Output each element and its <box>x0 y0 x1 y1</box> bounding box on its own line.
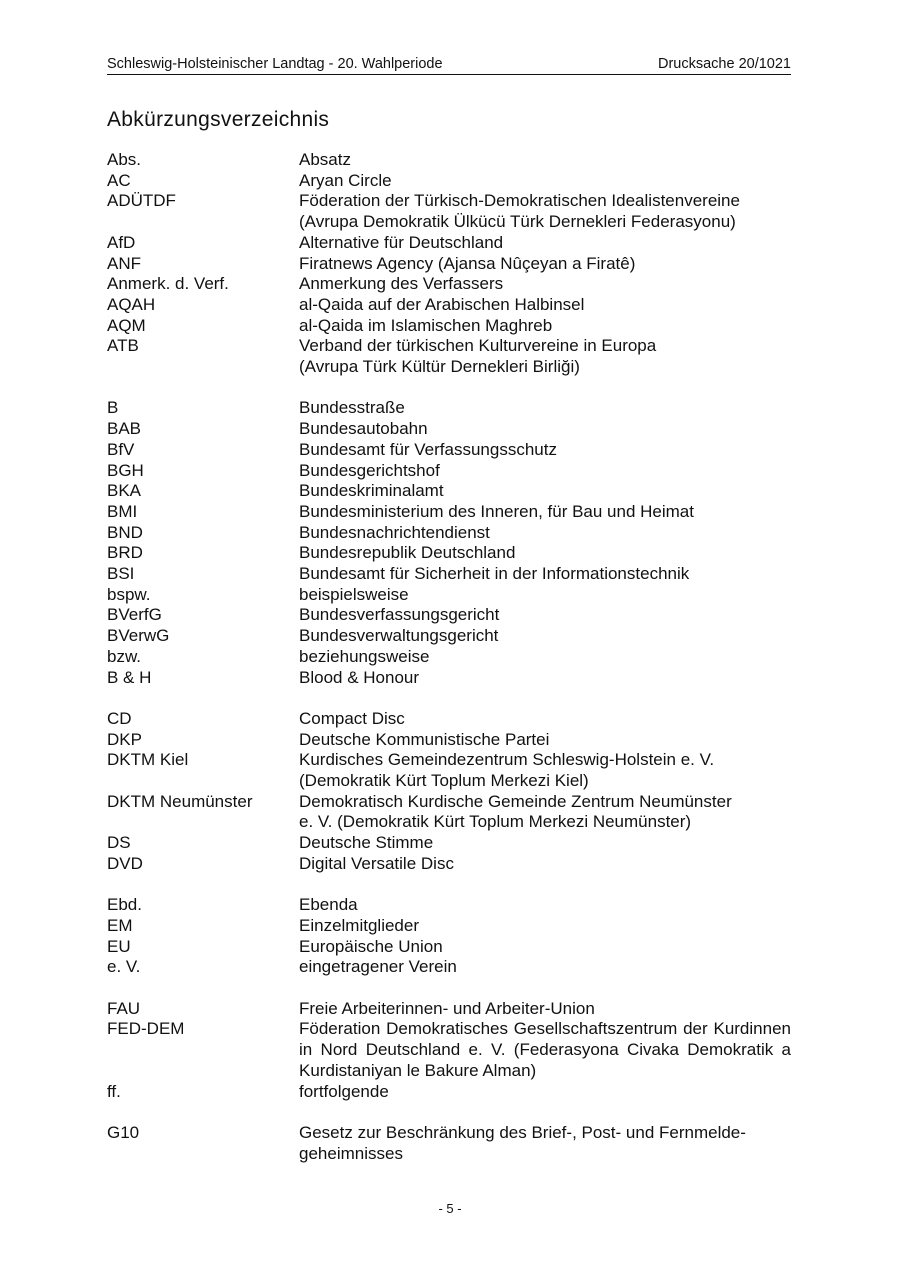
abbreviation-term: FAU <box>107 998 141 1018</box>
abbreviation-term: e. V. <box>107 957 141 977</box>
abbreviation-entry <box>107 419 791 440</box>
abbreviation-entry <box>107 502 791 523</box>
abbreviation-entry <box>107 626 791 647</box>
abbreviation-definition: Absatz <box>299 150 351 169</box>
abbreviation-entry <box>107 523 791 544</box>
abbreviation-entry <box>107 481 791 502</box>
abbreviation-term: B <box>107 398 119 418</box>
abbreviation-entry <box>107 461 791 482</box>
abbreviation-term: AQM <box>107 315 146 335</box>
abbreviation-group <box>107 150 791 378</box>
abbreviation-entry <box>107 171 791 192</box>
abbreviation-term: ADÜTDF <box>107 191 176 211</box>
abbreviation-definition: Kurdisches Gemeindezentrum Schleswig-Holstein e. V. (Demokratik Kürt Toplum Merkezi Kiel) <box>299 750 715 791</box>
abbreviation-definition: Bundesamt für Sicherheit in der Informationstechnik <box>299 564 690 584</box>
abbreviation-entry <box>107 647 791 668</box>
abbreviation-entry <box>107 254 791 275</box>
abbreviation-term: BND <box>107 522 143 542</box>
abbreviation-term: B & H <box>107 667 152 687</box>
abbreviation-term: FED-DEM <box>107 1019 185 1039</box>
abbreviation-entry <box>107 833 791 854</box>
abbreviation-entry <box>107 191 791 232</box>
abbreviation-term: AfD <box>107 232 136 252</box>
abbreviation-entry <box>107 233 791 254</box>
header-left: Schleswig-Holsteinischer Landtag - 20. Wahlperiode <box>107 56 443 72</box>
abbreviation-entry <box>107 999 791 1020</box>
abbreviation-term: DKTM Neumünster <box>107 791 253 811</box>
abbreviation-term: ff. <box>107 1081 121 1101</box>
abbreviation-definition: Alternative für Deutschland <box>299 232 504 252</box>
abbreviation-entry <box>107 440 791 461</box>
abbreviation-definition: Bundesstraße <box>299 398 405 418</box>
page-title: Abkürzungsverzeichnis <box>107 108 330 131</box>
header-right: Drucksache 20/1021 <box>658 56 791 72</box>
abbreviation-term: BRD <box>107 543 143 563</box>
abbreviation-entry <box>107 543 791 564</box>
abbreviation-entry <box>107 937 791 958</box>
abbreviation-definition: Demokratisch Kurdische Gemeinde Zentrum Neumünster e. V. (Demokratik Kürt Toplum Merkezi Neumünster) <box>299 791 732 832</box>
abbreviation-entry <box>107 605 791 626</box>
abbreviation-term: DKP <box>107 729 142 749</box>
abbreviation-term: Abs. <box>107 150 142 169</box>
abbreviation-term: BMI <box>107 501 138 521</box>
abbreviation-entry <box>107 274 791 295</box>
abbreviation-definition: al-Qaida im Islamischen Maghreb <box>299 315 553 335</box>
abbreviation-group <box>107 709 791 875</box>
abbreviation-entry <box>107 792 791 833</box>
abbreviation-definition: beziehungsweise <box>299 646 430 666</box>
abbreviation-term: G10 <box>107 1122 140 1142</box>
abbreviation-term: bzw. <box>107 646 142 666</box>
abbreviation-term: EU <box>107 936 131 956</box>
abbreviation-definition: Bundesautobahn <box>299 419 428 439</box>
abbreviation-definition: Föderation der Türkisch-Demokratischen Idealistenvereine (Avrupa Demokratik Ülkücü Türk Dernekleri Federasyonu) <box>299 191 740 232</box>
abbreviation-group <box>107 895 791 978</box>
abbreviation-term: BSI <box>107 564 135 584</box>
abbreviation-entry <box>107 1082 791 1103</box>
abbreviation-definition: Aryan Circle <box>299 170 392 190</box>
abbreviation-term: BVerfG <box>107 605 162 625</box>
abbreviation-definition: fortfolgende <box>299 1081 389 1101</box>
abbreviation-group <box>107 999 791 1103</box>
page-header <box>107 55 791 75</box>
abbreviation-term: BVerwG <box>107 626 170 646</box>
abbreviation-definition: al-Qaida auf der Arabischen Halbinsel <box>299 294 585 314</box>
abbreviation-entry <box>107 854 791 875</box>
abbreviation-definition: Firatnews Agency (Ajansa Nûçeyan a Firatê) <box>299 253 636 273</box>
abbreviation-definition: Compact Disc <box>299 708 405 728</box>
abbreviation-entry <box>107 730 791 751</box>
abbreviation-entry <box>107 398 791 419</box>
abbreviation-definition: Digital Versatile Disc <box>299 853 454 873</box>
abbreviation-definition: Deutsche Stimme <box>299 833 434 853</box>
abbreviation-term: bspw. <box>107 584 151 604</box>
abbreviation-entry <box>107 1019 791 1081</box>
abbreviation-entry <box>107 150 791 171</box>
abbreviation-definition: Anmerkung des Verfassers <box>299 274 504 294</box>
abbreviation-entry <box>107 1123 791 1164</box>
abbreviation-term: BfV <box>107 439 135 459</box>
abbreviation-list <box>107 150 791 1185</box>
abbreviation-definition: Europäische Union <box>299 936 443 956</box>
abbreviation-term: DVD <box>107 853 143 873</box>
abbreviation-term: AC <box>107 170 131 190</box>
abbreviation-definition: Bundesnachrichtendienst <box>299 522 490 542</box>
abbreviation-term: ATB <box>107 336 139 356</box>
abbreviation-term: DKTM Kiel <box>107 750 189 770</box>
abbreviation-group <box>107 1123 791 1164</box>
abbreviation-entry <box>107 585 791 606</box>
abbreviation-definition: Bundeskriminalamt <box>299 481 444 501</box>
abbreviation-entry <box>107 295 791 316</box>
abbreviation-definition: eingetragener Verein <box>299 957 457 977</box>
abbreviation-term: ANF <box>107 253 141 273</box>
abbreviation-term: CD <box>107 708 132 728</box>
abbreviation-definition: Bundesgerichtshof <box>299 460 440 480</box>
abbreviation-entry <box>107 564 791 585</box>
abbreviation-term: BKA <box>107 481 142 501</box>
abbreviation-definition: Bundesrepublik Deutschland <box>299 543 516 563</box>
abbreviation-term: BGH <box>107 460 144 480</box>
abbreviation-definition: Bundesministerium des Inneren, für Bau und Heimat <box>299 501 694 521</box>
abbreviation-term: DS <box>107 833 131 853</box>
abbreviation-term: BAB <box>107 419 142 439</box>
abbreviation-definition: Verband der türkischen Kulturvereine in Europa (Avrupa Türk Kültür Dernekleri Birliği) <box>299 336 657 377</box>
abbreviation-group <box>107 398 791 688</box>
abbreviation-entry <box>107 895 791 916</box>
abbreviation-definition: Blood & Honour <box>299 667 420 687</box>
abbreviation-entry <box>107 668 791 689</box>
abbreviation-definition: Bundesverfassungsgericht <box>299 605 500 625</box>
abbreviation-term: Ebd. <box>107 895 142 915</box>
abbreviation-definition: Gesetz zur Beschränkung des Brief-, Post- und Fernmelde- geheimnisses <box>299 1122 746 1163</box>
abbreviation-definition: Bundesverwaltungsgericht <box>299 626 499 646</box>
abbreviation-term: EM <box>107 915 133 935</box>
abbreviation-definition: Einzelmitglieder <box>299 915 419 935</box>
abbreviation-entry <box>107 750 791 791</box>
abbreviation-entry <box>107 336 791 377</box>
page-number: - 5 - <box>438 1201 462 1216</box>
abbreviation-term: Anmerk. d. Verf. <box>107 274 229 294</box>
abbreviation-entry <box>107 916 791 937</box>
abbreviation-definition: Freie Arbeiterinnen- und Arbeiter-Union <box>299 998 595 1018</box>
abbreviation-definition: beispielsweise <box>299 584 409 604</box>
abbreviation-definition: Föderation Demokratisches Gesellschaftszentrum der Kurdinnen in Nord Deutschland e. V. (Federasyona Civaka Demokratik a Kurdistaniyan le Bakure Alman) <box>299 1019 791 1080</box>
abbreviation-entry <box>107 709 791 730</box>
abbreviation-definition: Deutsche Kommunistische Partei <box>299 729 550 749</box>
abbreviation-entry <box>107 957 791 978</box>
abbreviation-entry <box>107 316 791 337</box>
abbreviation-definition: Ebenda <box>299 895 358 915</box>
abbreviation-definition: Bundesamt für Verfassungsschutz <box>299 439 557 459</box>
abbreviation-term: AQAH <box>107 294 156 314</box>
